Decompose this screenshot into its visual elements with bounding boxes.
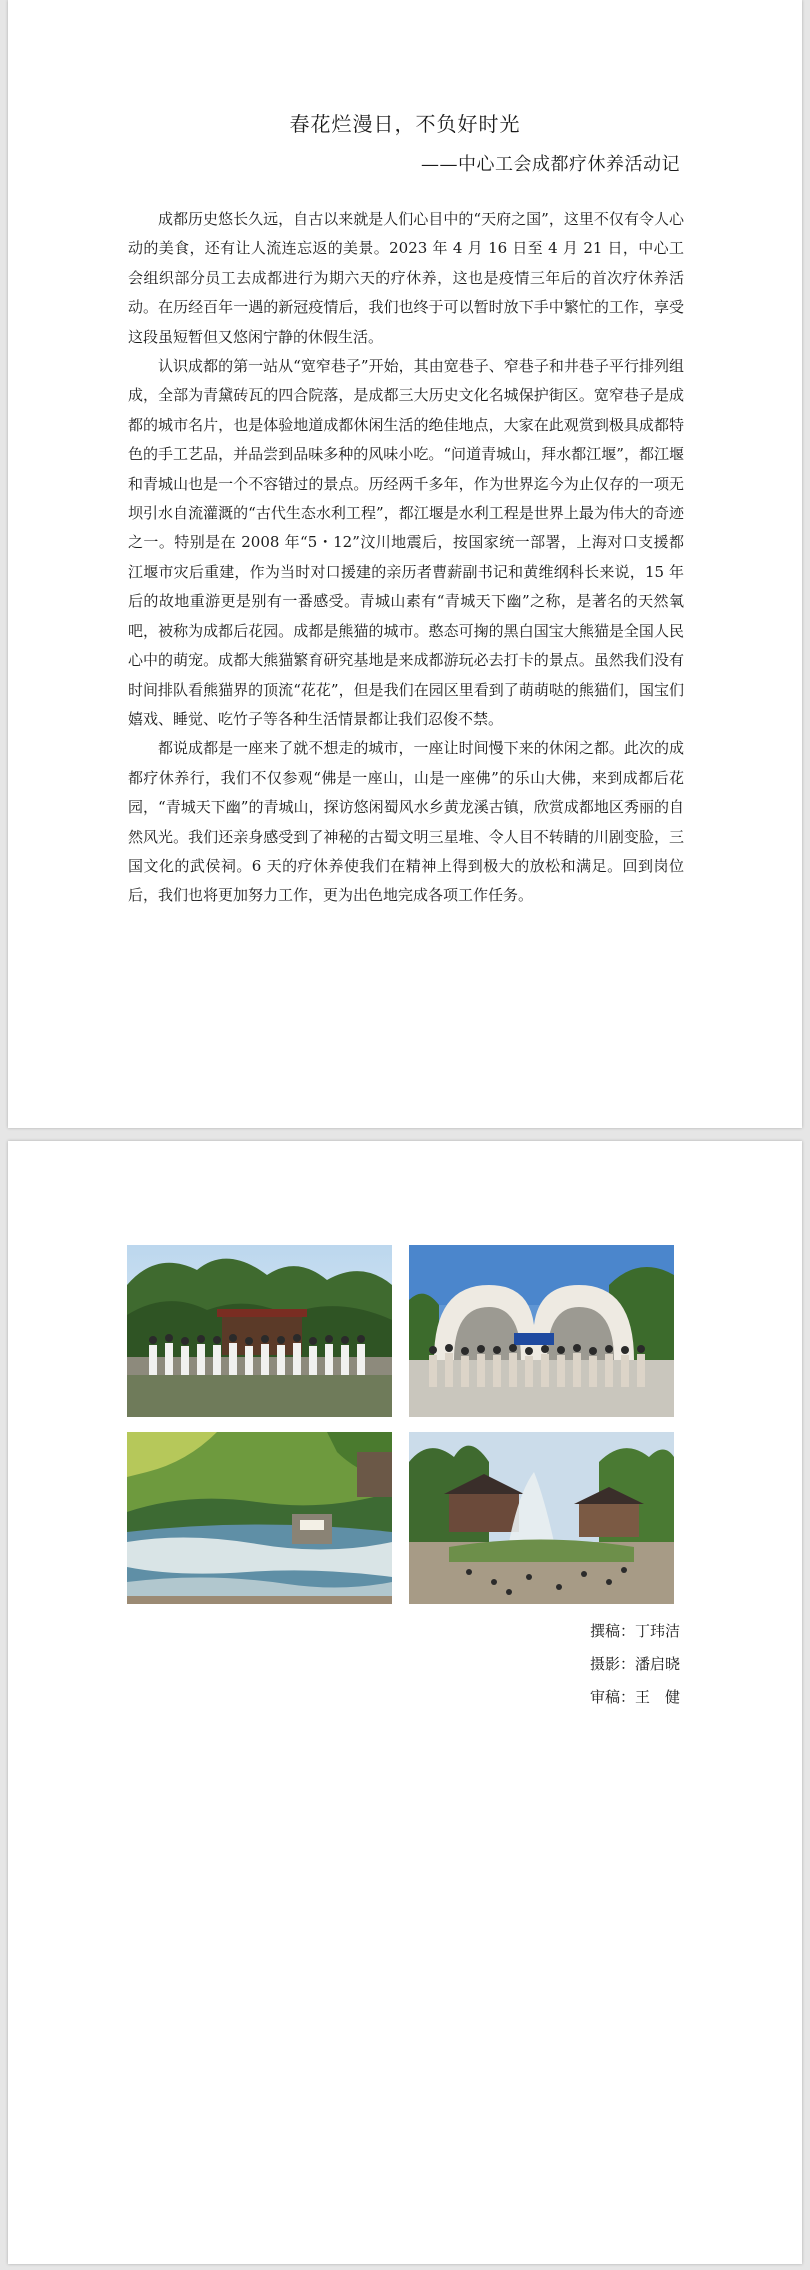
credit-photographer: 摄影：潘启晓 <box>589 1655 680 1673</box>
credit-writer: 撰稿：丁玮洁 <box>589 1622 680 1640</box>
paragraph: 认识成都的第一站从“宽窄巷子”开始，其由宽巷子、窄巷子和井巷子平行排列组成，全部为青黛砖瓦的四合院落，是成都三大历史文化名城保护街区。宽窄巷子是成都的城市名片，也是体验地道成都休闲生活的绝佳地点，大家在此观赏到极具成都特色的手工艺品，并品尝到品味多种的风味小吃。“问道青城山，拜水都江堰”，都江堰和青城山也是一个不容错过的景点。历经两千多年，作为世界迄今为止仅存的一项无坝引水自流灌溉的“古代生态水利工程”，都江堰是水利工程是世界上最为伟大的奇迹之一。特别是在 2008 年“5・12”汶川地震后，按国家统一部署，上海对口支援都江堰市灾后重建，作为当时对口援建的亲历者曹薪副书记和黄维纲科长来说，15 年后的故地重游更是别有一番感受。青城山素有“青城天下幽”之称，是著名的天然氧吧，被称为成都后花园。成都是熊猫的城市。憨态可掬的黑白国宝大熊猫是全国人民心中的萌宠。成都大熊猫繁育研究基地是来成都游玩必去打卡的景点。虽然我们没有时间排队看熊猫界的顶流“花花”，但是我们在园区里看到了萌萌哒的熊猫们，国宝们嬉戏、睡觉、吃竹子等各种生活情景都让我们忍俊不禁。 <box>128 357 684 728</box>
paragraph: 成都历史悠长久远，自古以来就是人们心目中的“天府之国”，这里不仅有令人心动的美食，还有让人流连忘返的美景。2023 年 4 月 16 日至 4 月 21 日，中心工会组织部分员工去成都进行为期六天的疗休养，这也是疫情三年后的首次疗休养活动。在历经百年一遇的新冠疫情后，我们也终于可以暂时放下手中繁忙的工作，享受这段虽短暂但又悠闲宁静的休假生活。 <box>128 210 684 346</box>
river-dam-rapids-photo <box>127 1432 392 1604</box>
group-photo-forest-gate <box>127 1245 392 1417</box>
article-body <box>128 205 684 911</box>
article-title: 春花烂漫日，不负好时光 <box>289 112 521 136</box>
document-page-2 <box>8 1141 802 2264</box>
paragraph: 都说成都是一座来了就不想走的城市，一座让时间慢下来的休闲之都。此次的成都疗休养行，我们不仅参观“佛是一座山，山是一座佛”的乐山大佛，来到成都后花园，“青城天下幽”的青城山，探访悠闲蜀风水乡黄龙溪古镇，欣赏成都地区秀丽的自然风光。我们还亲身感受到了神秘的古蜀文明三星堆、令人目不转睛的川剧变脸，三国文化的武侯祠。6 天的疗休养使我们在精神上得到极大的放松和满足。回到岗位后，我们也将更加努力工作，更为出色地完成各项工作任务。 <box>128 739 684 905</box>
group-photo-white-arches-building <box>409 1245 674 1417</box>
ancient-town-fountain-photo <box>409 1432 674 1604</box>
credits-block <box>590 1615 680 1714</box>
document-page-1 <box>8 0 802 1128</box>
article-subtitle: ——中心工会成都疗休养活动记 <box>421 154 680 175</box>
photo-grid <box>127 1245 679 1417</box>
credit-reviewer: 审稿：王 健 <box>589 1688 680 1706</box>
